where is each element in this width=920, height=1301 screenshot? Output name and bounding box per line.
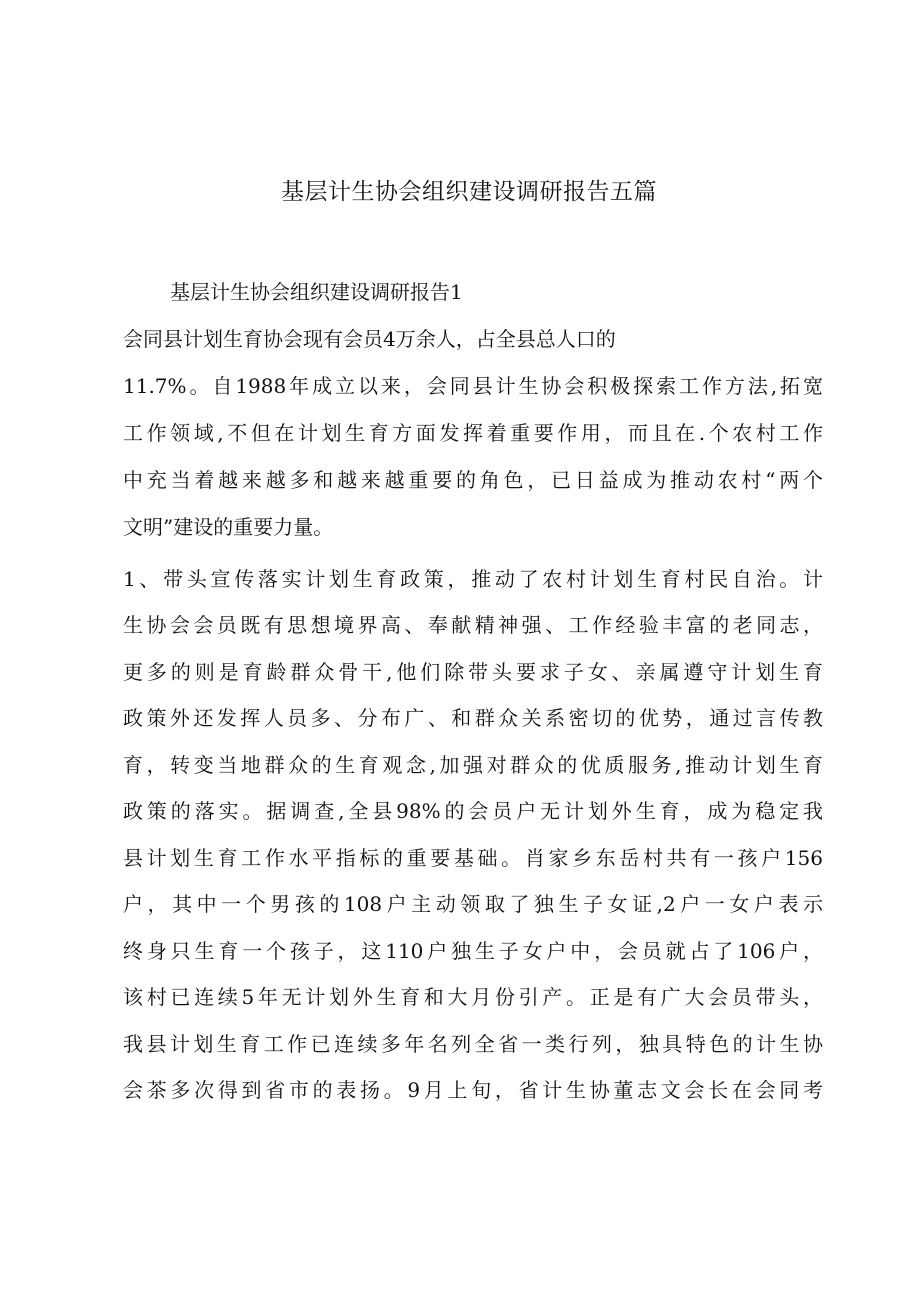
- report-subtitle: 基层计生协会组织建设调研报告1: [170, 280, 463, 304]
- paragraph-line: 户，其中一个男孩的108户主动领取了独生子女证,2户一女户表示: [123, 892, 823, 916]
- paragraph-line: 政策外还发挥人员多、分布广、和群众关系密切的优势，通过言传教: [123, 706, 823, 730]
- paragraph-line: 1、带头宣传落实计划生育政策，推动了农村计划生育村民自治。计: [123, 567, 823, 591]
- paragraph-line: 更多的则是育龄群众骨干,他们除带头要求子女、亲属遵守计划生育: [123, 660, 823, 684]
- paragraph-line: 生协会会员既有思想境界高、奉献精神强、工作经验丰富的老同志，: [123, 613, 823, 637]
- paragraph-line: 政策的落实。据调查,全县98%的会员户无计划外生育，成为稳定我: [123, 799, 823, 823]
- paragraph-line: 文明”建设的重要力量。: [123, 515, 334, 539]
- paragraph-line: 我县计划生育工作已连续多年名列全省一类行列，独具特色的计生协: [123, 1032, 823, 1056]
- paragraph-line: 工作领域,不但在计划生育方面发挥着重要作用，而且在.个农村工作: [123, 421, 823, 445]
- paragraph-line: 终身只生育一个孩子，这110户独生子女户中，会员就占了106户，: [123, 939, 823, 963]
- document-title: 基层计生协会组织建设调研报告五篇: [281, 179, 657, 205]
- paragraph-line: 该村已连续5年无计划外生育和大月份引产。正是有广大会员带头，: [123, 985, 823, 1009]
- paragraph-line: 中充当着越来越多和越来越重要的角色，已日益成为推动农村“两个: [123, 468, 823, 492]
- paragraph-line: 县计划生育工作水平指标的重要基础。肖家乡东岳村共有一孩户156: [123, 846, 823, 870]
- paragraph-line: 会茶多次得到省市的表扬。9月上旬，省计生协董志文会长在会同考: [123, 1078, 823, 1102]
- paragraph-line: 育，转变当地群众的生育观念,加强对群众的优质服务,推动计划生育: [123, 753, 823, 777]
- paragraph-line: 会同县计划生育协会现有会员4万余人，占全县总人口的: [123, 327, 616, 351]
- paragraph-line: 11.7%。自1988年成立以来，会同县计生协会积极探索工作方法,拓宽: [123, 374, 823, 398]
